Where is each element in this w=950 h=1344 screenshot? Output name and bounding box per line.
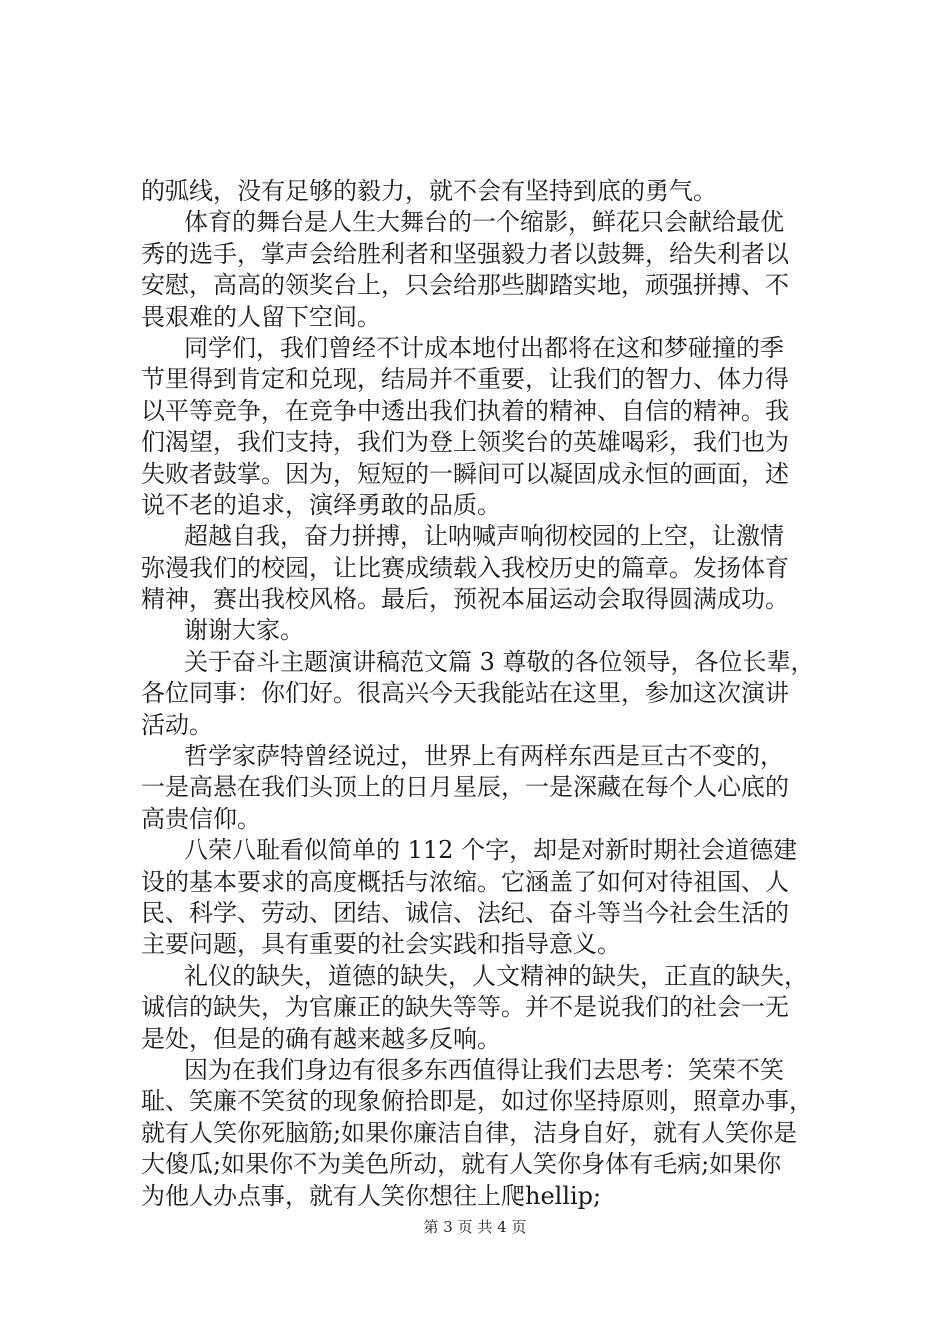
text-line: 体育的舞台是人生大舞台的一个缩影，鲜花只会献给最优 — [184, 208, 784, 237]
text-line: 一是高悬在我们头顶上的日月星辰，一是深藏在每个人心底的 — [141, 773, 789, 802]
document-body — [141, 176, 841, 1212]
text-line: 以平等竞争，在竞争中透出我们执着的精神、自信的精神。我 — [141, 396, 789, 425]
text-line: 主要问题，具有重要的社会实践和指导意义。 — [141, 930, 621, 959]
text-line: 哲学家萨特曾经说过，世界上有两样东西是亘古不变的， — [184, 742, 784, 771]
text-line: 说不老的追求，演绎勇敢的品质。 — [141, 490, 501, 519]
text-line: 礼仪的缺失，道德的缺失，人文精神的缺失，正直的缺失， — [184, 961, 808, 990]
text-line: 超越自我，奋力拼搏，让呐喊声响彻校园的上空，让激情 — [184, 522, 784, 551]
text-line: 八荣八耻看似简单的 112 个字，却是对新时期社会道德建 — [184, 836, 798, 865]
text-line: 各位同事：你们好。很高兴今天我能站在这里，参加这次演讲 — [141, 679, 789, 708]
text-line: 是处，但是的确有越来越多反响。 — [141, 1024, 501, 1053]
text-line: 高贵信仰。 — [141, 804, 261, 833]
text-line: 畏艰难的人留下空间。 — [141, 302, 381, 331]
text-line: 弥漫我们的校园，让比赛成绩载入我校历史的篇章。发扬体育 — [141, 553, 789, 582]
text-line: 民、科学、劳动、团结、诚信、法纪、奋斗等当今社会生活的 — [141, 898, 789, 927]
text-line: 活动。 — [141, 710, 213, 739]
text-line: 为他人办点事，就有人笑你想往上爬hellip; — [141, 1181, 602, 1210]
text-line: 设的基本要求的高度概括与浓缩。它涵盖了如何对待祖国、人 — [141, 867, 789, 896]
text-line: 诚信的缺失，为官廉正的缺失等等。并不是说我们的社会一无 — [141, 993, 789, 1022]
text-line: 同学们，我们曾经不计成本地付出都将在这和梦碰撞的季 — [184, 333, 784, 362]
text-line: 就有人笑你死脑筋;如果你廉洁自律，洁身自好，就有人笑你是 — [141, 1118, 798, 1147]
text-line: 失败者鼓掌。因为，短短的一瞬间可以凝固成永恒的画面，述 — [141, 459, 789, 488]
text-line: 谢谢大家。 — [184, 616, 304, 645]
text-line: 节里得到肯定和兑现，结局并不重要，让我们的智力、体力得 — [141, 365, 789, 394]
text-line: 们渴望，我们支持，我们为登上领奖台的英雄喝彩，我们也为 — [141, 428, 789, 457]
text-line: 的弧线，没有足够的毅力，就不会有坚持到底的勇气。 — [141, 177, 717, 205]
text-line: 秀的选手，掌声会给胜利者和坚强毅力者以鼓舞，给失利者以 — [141, 239, 789, 268]
text-line: 精神，赛出我校风格。最后，预祝本届运动会取得圆满成功。 — [141, 585, 789, 614]
text-line: 因为在我们身边有很多东西值得让我们去思考：笑荣不笑 — [184, 1055, 784, 1084]
page-footer: 第 3 页 共 4 页 — [423, 1218, 527, 1236]
text-line: 大傻瓜;如果你不为美色所动，就有人笑你身体有毛病;如果你 — [141, 1150, 782, 1179]
text-line: 关于奋斗主题演讲稿范文篇 3 尊敬的各位领导，各位长辈， — [184, 647, 815, 676]
text-line: 安慰，高高的领奖台上，只会给那些脚踏实地，顽强拼搏、不 — [141, 271, 789, 300]
text-line: 耻、笑廉不笑贫的现象俯拾即是，如过你坚持原则，照章办事， — [141, 1087, 813, 1116]
